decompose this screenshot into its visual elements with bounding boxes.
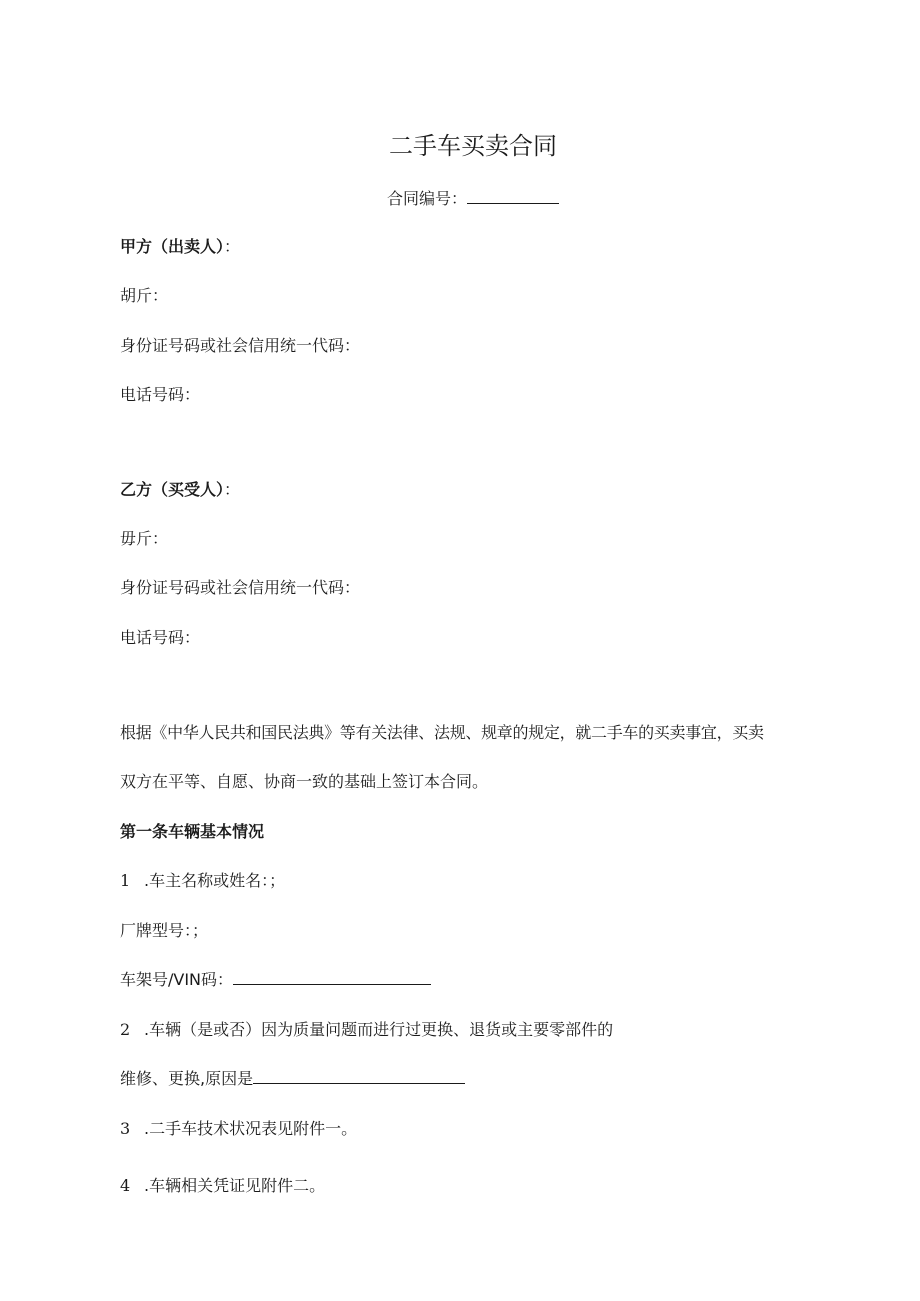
item-3-number: 3 — [120, 1119, 131, 1138]
article-1-heading: 第一条车辆基本情况 — [120, 822, 265, 841]
party-b-heading — [120, 479, 240, 501]
contract-number-label: 合同编号： — [386, 189, 467, 208]
party-a-heading — [120, 236, 240, 258]
brand-model-label: 厂牌型号：； — [120, 921, 209, 940]
contract-number-line — [0, 188, 920, 210]
article-1-item-4 — [120, 1175, 325, 1197]
vin-blank — [233, 970, 431, 985]
article-1-item-2 — [120, 1019, 613, 1041]
party-a-name-label: 胡斤： — [120, 286, 169, 305]
party-b-id-label: 身份证号码或社会信用统一代码： — [120, 578, 361, 597]
party-b-name-label: 毋斤： — [120, 529, 169, 548]
preamble-line-2: 双方在平等、自愿、协商一致的基础上签订本合同。 — [120, 772, 489, 791]
party-a-phone-label: 电话号码： — [120, 385, 201, 404]
item-2-number: 2 — [120, 1020, 131, 1039]
party-b-phone-label: 电话号码： — [120, 628, 201, 647]
repair-reason-line — [120, 1068, 465, 1090]
vin-line — [120, 969, 431, 991]
contract-number-blank — [467, 189, 559, 204]
item-3-text: .二手车技术状况表见附件一。 — [144, 1119, 358, 1138]
item-1-text: .车主名称或姓名：； — [144, 871, 286, 890]
item-4-text: .车辆相关凭证见附件二。 — [144, 1176, 326, 1195]
party-a-heading-colon: ： — [224, 237, 241, 256]
repair-reason-label: 维修、更换,原因是 — [120, 1069, 254, 1088]
party-b-heading-text: 乙方（买受人） — [120, 480, 225, 499]
party-a-heading-text: 甲方（出卖人） — [120, 237, 225, 256]
party-a-id-label: 身份证号码或社会信用统一代码： — [120, 336, 361, 355]
article-1-item-3 — [120, 1118, 357, 1140]
item-1-number: 1 — [120, 871, 131, 890]
preamble-line-1: 根据《中华人民共和国民法典》等有关法律、法规、规章的规定，就二手车的买卖事宜，买卖 — [120, 723, 764, 742]
party-b-heading-colon: ： — [224, 480, 241, 499]
item-4-number: 4 — [120, 1176, 131, 1195]
article-1-item-1 — [120, 870, 285, 892]
repair-reason-blank — [253, 1069, 465, 1084]
item-2-text: .车辆（是或否）因为质量问题而进行过更换、退货或主要零部件的 — [144, 1020, 614, 1039]
document-title: 二手车买卖合同 — [389, 132, 557, 160]
vin-label: 车架号/VIN码： — [120, 970, 234, 989]
